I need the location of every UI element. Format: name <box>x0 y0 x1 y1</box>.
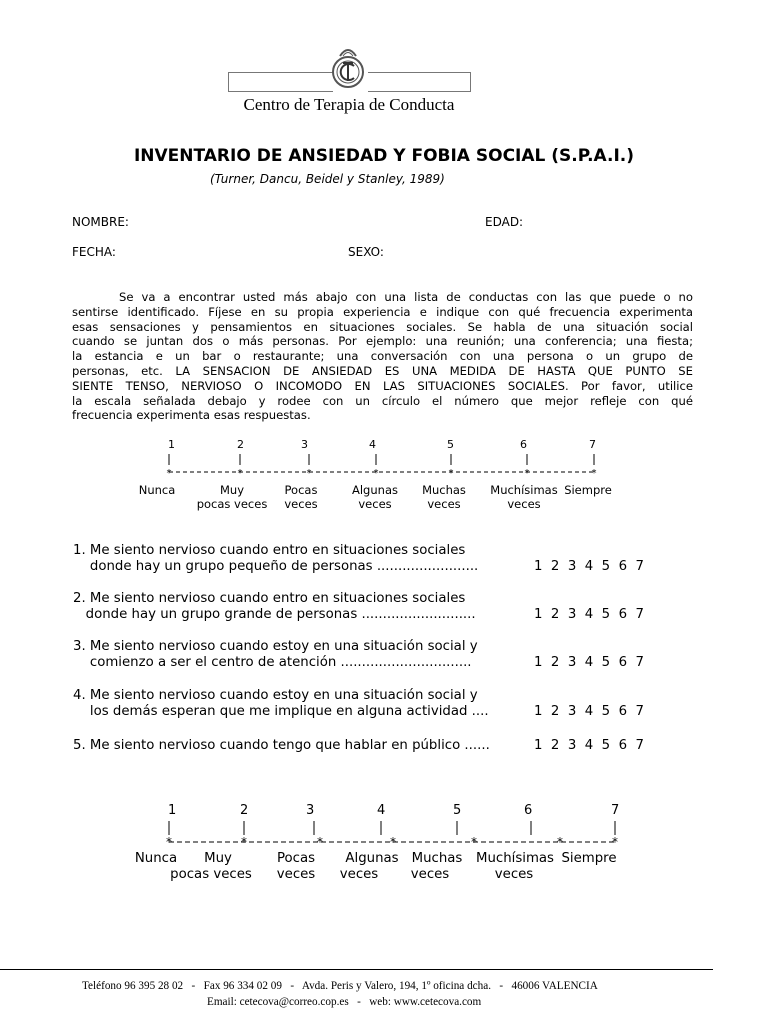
edad-label: EDAD: <box>485 215 524 229</box>
intro-line: esas sensaciones y pensamientos en situaciones sociales. Se habla de una situación social <box>72 319 693 334</box>
scale-bottom-track <box>160 818 630 852</box>
item-response-options[interactable]: 1 2 3 4 5 6 7 <box>534 607 644 622</box>
scale-label: Muy <box>219 483 245 497</box>
org-name: Centro de Terapia de Conducta <box>243 95 455 114</box>
scale-number: 6 <box>520 438 527 451</box>
svg-text:*: * <box>165 835 173 849</box>
scale-label: Muy <box>204 851 232 866</box>
item-text: 3. Me siento nervioso cuando estoy en una situación social y <box>73 639 478 654</box>
item-text: donde hay un grupo pequeño de personas ........................ <box>73 559 479 574</box>
svg-text:*: * <box>470 835 478 849</box>
scale-label: pocas veces <box>196 497 268 511</box>
item-text: donde hay un grupo grande de personas ........................... <box>73 607 476 622</box>
scale-number: 3 <box>301 438 308 451</box>
instructions-paragraph <box>72 290 693 423</box>
scale-label: veces <box>358 497 392 511</box>
scale-label: veces <box>427 497 461 511</box>
scale-label: veces <box>276 867 316 882</box>
scale-number: 1 <box>168 438 175 451</box>
item-text: comienzo a ser el centro de atención ............................... <box>73 655 472 670</box>
scale-number: 6 <box>524 803 533 818</box>
svg-text:*: * <box>523 468 531 479</box>
nombre-label: NOMBRE: <box>72 215 129 229</box>
scale-number: 5 <box>453 803 462 818</box>
logo-frame-left <box>228 72 333 92</box>
item-text: 2. Me siento nervioso cuando entro en situaciones sociales <box>73 591 466 606</box>
fecha-label: FECHA: <box>72 245 116 259</box>
scale-label: Muchísimas <box>476 851 554 866</box>
scale-number: 2 <box>237 438 244 451</box>
item-text: 1. Me siento nervioso cuando entro en situaciones sociales <box>73 543 466 558</box>
scale-label: Nunca <box>138 483 176 497</box>
logo-emblem-icon <box>330 42 366 92</box>
scale-top-track <box>160 452 600 482</box>
scale-number: 7 <box>589 438 596 451</box>
scale-label: Algunas <box>352 483 398 497</box>
scale-label: Nunca <box>134 851 178 866</box>
scale-label: Siempre <box>561 851 617 866</box>
scale-label: Muchas <box>411 851 463 866</box>
scale-number: 4 <box>377 803 386 818</box>
scale-label: Muchas <box>422 483 466 497</box>
scale-label: Pocas <box>276 851 316 866</box>
scale-number: 7 <box>611 803 620 818</box>
intro-line: SIENTE TENSO, NERVIOSO O INCOMODO EN LAS SITUACIONES SOCIALES. Por favor, utilice <box>72 378 693 393</box>
scale-label: Siempre <box>564 483 612 497</box>
item-text: 5. Me siento nervioso cuando tengo que hablar en público ...... <box>73 738 490 753</box>
scale-number: 2 <box>240 803 249 818</box>
svg-text:*: * <box>372 468 380 479</box>
intro-line: personas, etc. LA SENSACION DE ANSIEDAD ES UNA MEDIDA DE HASTA QUE PUNTO SE <box>72 363 693 378</box>
svg-text:*: * <box>165 468 173 479</box>
intro-line: cuando se juntan dos o más personas. Por ejemplo: una reunión; una conferencia; una fiesta; <box>72 334 693 349</box>
scale-number: 3 <box>306 803 315 818</box>
svg-text:*: * <box>590 468 598 479</box>
scale-label: veces <box>410 867 450 882</box>
scale-label: Algunas <box>345 851 399 866</box>
footer-divider <box>0 969 713 970</box>
intro-line: la escala señalada debajo y rodee con un círculo el número que mejor refleje con qué <box>72 393 693 408</box>
item-response-options[interactable]: 1 2 3 4 5 6 7 <box>534 738 644 753</box>
intro-line: sentirse identificado. Fíjese en su propia experiencia e indique con qué frecuencia experimenta <box>72 304 693 319</box>
scale-label: veces <box>339 867 379 882</box>
svg-text:*: * <box>236 468 244 479</box>
svg-text:*: * <box>611 835 619 849</box>
scale-label: Muchísimas <box>490 483 558 497</box>
svg-text:*: * <box>316 835 324 849</box>
item-response-options[interactable]: 1 2 3 4 5 6 7 <box>534 559 644 574</box>
item-response-options[interactable]: 1 2 3 4 5 6 7 <box>534 704 644 719</box>
sexo-label: SEXO: <box>348 245 384 259</box>
svg-text:*: * <box>389 835 397 849</box>
intro-line: la estancia e un bar o restaurante; una conversación con una persona o un grupo de <box>72 349 693 364</box>
scale-number: 4 <box>369 438 376 451</box>
scale-label: pocas veces <box>170 867 252 882</box>
scale-label: veces <box>494 867 534 882</box>
intro-line: Se va a encontrar usted más abajo con una lista de conductas con las que puede o no <box>119 290 693 304</box>
scale-label: Pocas <box>284 483 318 497</box>
item-text: 4. Me siento nervioso cuando estoy en una situación social y <box>73 688 478 703</box>
logo-frame-right <box>368 72 471 92</box>
item-response-options[interactable]: 1 2 3 4 5 6 7 <box>534 655 644 670</box>
svg-text:*: * <box>305 468 313 479</box>
svg-text:*: * <box>556 835 564 849</box>
scale-number: 5 <box>447 438 454 451</box>
document-title: INVENTARIO DE ANSIEDAD Y FOBIA SOCIAL (S.P.A.I.) <box>133 146 635 166</box>
footer-web: Email: cetecova@correo.cop.es - web: www.cetecova.com <box>207 996 482 1008</box>
svg-text:*: * <box>447 468 455 479</box>
item-text: los demás esperan que me implique en alguna actividad .... <box>73 704 489 719</box>
svg-text:*: * <box>240 835 248 849</box>
scale-label: veces <box>507 497 541 511</box>
scale-number: 1 <box>168 803 177 818</box>
footer-contact: Teléfono 96 395 28 02 - Fax 96 334 02 09 - Avda. Peris y Valero, 194, 1º oficina dcha. - 46006 VALENCIA <box>82 980 598 992</box>
scale-label: veces <box>284 497 318 511</box>
document-authors: (Turner, Dancu, Beidel y Stanley, 1989) <box>210 172 445 186</box>
intro-line: frecuencia experimenta esas respuestas. <box>72 408 311 423</box>
